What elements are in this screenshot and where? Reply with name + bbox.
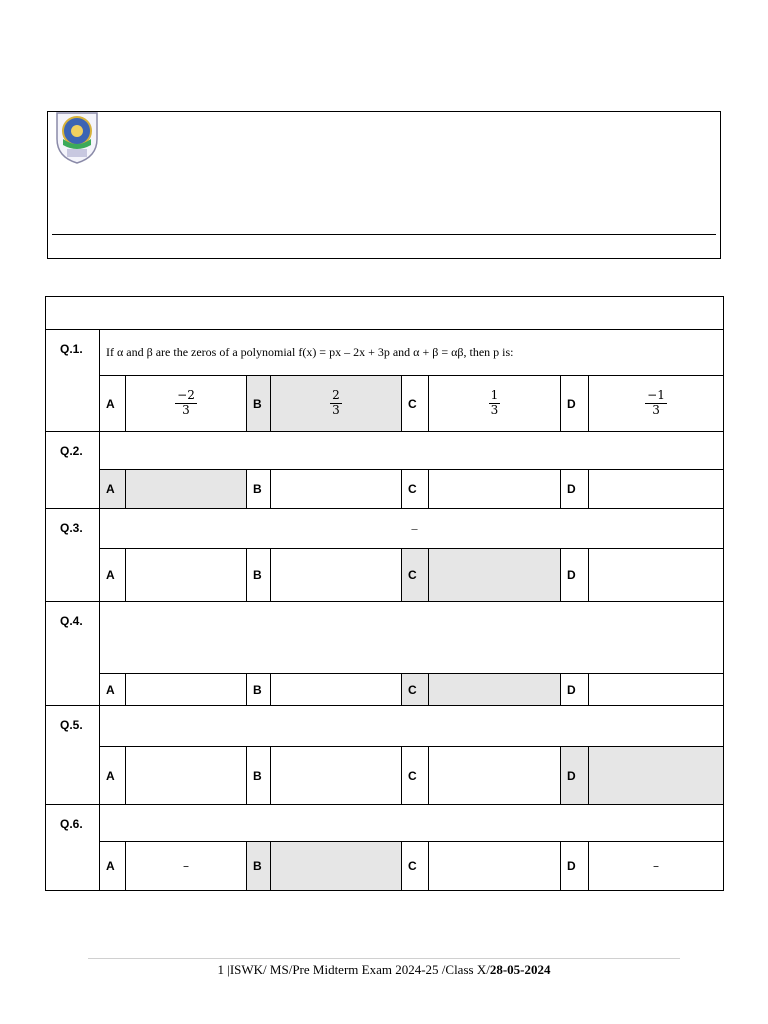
- option-value-a[interactable]: [126, 549, 247, 602]
- option-value-d[interactable]: [589, 549, 724, 602]
- option-label-d: D: [561, 549, 589, 602]
- fraction-numerator: 2: [332, 388, 340, 403]
- option-label-b: B: [247, 674, 271, 706]
- option-value-c[interactable]: [429, 747, 561, 805]
- option-label-a: A: [100, 549, 126, 602]
- page-footer: [0, 962, 768, 978]
- option-label-b: B: [247, 376, 271, 432]
- option-label-a: A: [100, 842, 126, 891]
- option-value-d[interactable]: [589, 674, 724, 706]
- option-label-a: A: [100, 376, 126, 432]
- question-text: [100, 706, 724, 747]
- option-value-a[interactable]: –: [126, 842, 247, 891]
- question-text: [100, 602, 724, 674]
- option-value-d[interactable]: [589, 747, 724, 805]
- fraction-numerator: −1: [647, 388, 665, 403]
- option-label-b: B: [247, 470, 271, 509]
- header-divider: [52, 234, 716, 235]
- question-text: [100, 805, 724, 842]
- option-label-d: D: [561, 376, 589, 432]
- option-value-a[interactable]: [126, 747, 247, 805]
- option-label-a: A: [100, 747, 126, 805]
- option-value-c[interactable]: [429, 470, 561, 509]
- question-row: [46, 805, 724, 842]
- option-label-d: D: [561, 674, 589, 706]
- option-label-d: D: [561, 842, 589, 891]
- option-label-c: C: [402, 674, 429, 706]
- question-row: [46, 706, 724, 747]
- question-text: –: [100, 509, 724, 549]
- option-value-a[interactable]: [126, 376, 247, 432]
- option-label-b: B: [247, 842, 271, 891]
- option-value-b[interactable]: [271, 747, 402, 805]
- option-label-c: C: [402, 747, 429, 805]
- footer-text: 1 |ISWK/ MS/Pre Midterm Exam 2024-25 /Class X/: [217, 962, 490, 977]
- question-number: Q.3.: [46, 509, 100, 602]
- question-row: [46, 330, 724, 376]
- question-number: Q.5.: [46, 706, 100, 805]
- question-number: Q.2.: [46, 432, 100, 509]
- option-value-d[interactable]: [589, 470, 724, 509]
- option-value-c[interactable]: [429, 376, 561, 432]
- question-row: [46, 509, 724, 549]
- fraction-numerator: −2: [177, 388, 195, 403]
- options-row: [46, 376, 724, 432]
- option-value-b[interactable]: [271, 842, 402, 891]
- option-value-b[interactable]: [271, 376, 402, 432]
- question-text: If α and β are the zeros of a polynomial f(x) = px – 2x + 3p and α + β = αβ, then p is:: [100, 330, 724, 376]
- section-heading-cell: [46, 297, 724, 330]
- fraction-denominator: 3: [490, 403, 499, 417]
- option-value-d[interactable]: –: [589, 842, 724, 891]
- options-row: [46, 549, 724, 602]
- question-number: Q.6.: [46, 805, 100, 891]
- option-value-c[interactable]: [429, 549, 561, 602]
- question-row: [46, 602, 724, 674]
- option-value-b[interactable]: [271, 674, 402, 706]
- option-label-c: C: [402, 549, 429, 602]
- option-label-a: A: [100, 674, 126, 706]
- option-value-a[interactable]: [126, 674, 247, 706]
- question-row: [46, 432, 724, 470]
- option-label-b: B: [247, 549, 271, 602]
- question-number: Q.4.: [46, 602, 100, 706]
- option-label-b: B: [247, 747, 271, 805]
- option-value-b[interactable]: [271, 549, 402, 602]
- options-row: [46, 674, 724, 706]
- option-value-c[interactable]: [429, 842, 561, 891]
- question-table: [45, 296, 724, 891]
- question-text: [100, 432, 724, 470]
- option-label-c: C: [402, 470, 429, 509]
- option-label-c: C: [402, 376, 429, 432]
- fraction-numerator: 1: [490, 388, 499, 403]
- option-value-d[interactable]: [589, 376, 724, 432]
- fraction-denominator: 3: [652, 403, 660, 417]
- option-value-c[interactable]: [429, 674, 561, 706]
- fraction: [330, 389, 342, 418]
- option-label-d: D: [561, 470, 589, 509]
- option-label-d: D: [561, 747, 589, 805]
- table-title-row: [46, 297, 724, 330]
- fraction-denominator: 3: [182, 403, 190, 417]
- option-value-a[interactable]: [126, 470, 247, 509]
- option-value-b[interactable]: [271, 470, 402, 509]
- footer-date: 28-05-2024: [489, 962, 551, 977]
- option-label-c: C: [402, 842, 429, 891]
- school-crest-icon: [53, 109, 101, 165]
- exam-header-box: [47, 111, 721, 259]
- fraction: [175, 389, 197, 418]
- options-row: [46, 842, 724, 891]
- fraction-denominator: 3: [332, 403, 340, 417]
- options-row: [46, 747, 724, 805]
- options-row: [46, 470, 724, 509]
- fraction: [489, 389, 501, 418]
- question-number: Q.1.: [46, 330, 100, 432]
- option-label-a: A: [100, 470, 126, 509]
- fraction: [645, 389, 667, 418]
- footer-divider: [88, 958, 680, 959]
